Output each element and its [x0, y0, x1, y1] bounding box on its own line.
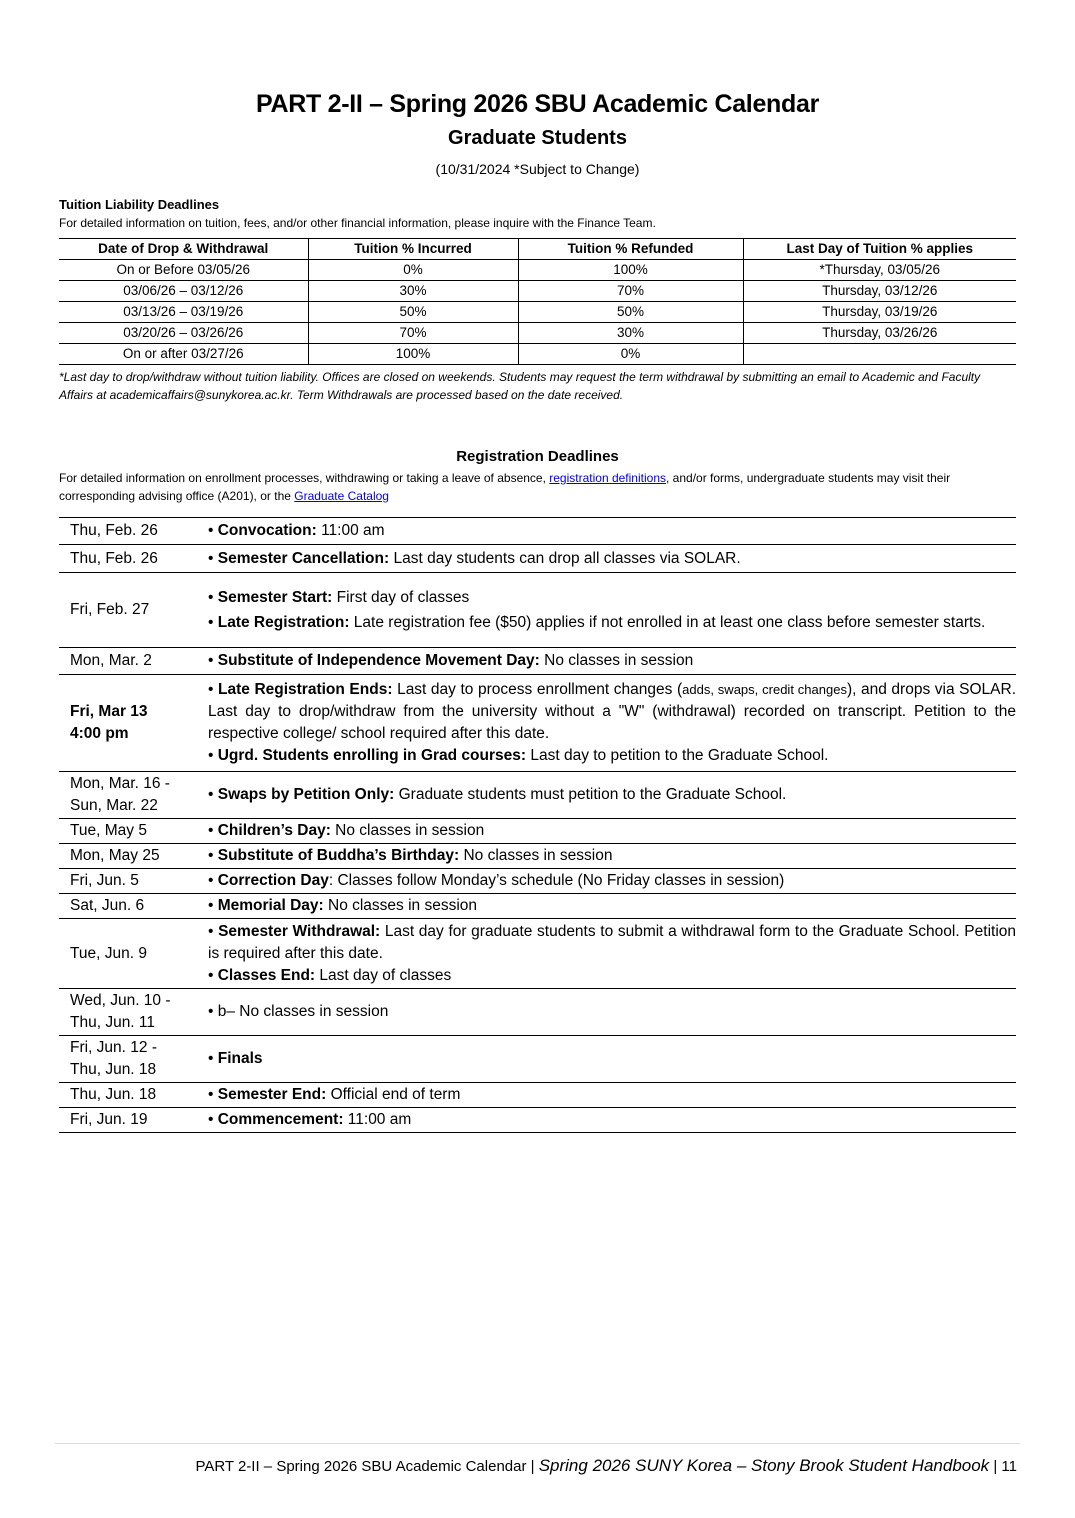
event-item: • Commencement: 11:00 am	[208, 1111, 412, 1128]
date-cell: Thu, Feb. 26	[70, 549, 158, 567]
table-cell: 70%	[308, 323, 518, 344]
event-text: No classes in session	[539, 652, 694, 669]
column-header: Tuition % Incurred	[308, 239, 518, 260]
event-text: Graduate students must petition to the Graduate School.	[394, 786, 787, 803]
event-label: Swaps by Petition Only:	[217, 786, 395, 803]
column-header: Date of Drop & Withdrawal	[59, 239, 308, 260]
date-cell	[59, 989, 208, 1035]
table-cell: 03/06/26 – 03/12/26	[59, 281, 308, 302]
event-cell	[208, 545, 1016, 572]
registration-definitions-link[interactable]: registration definitions	[549, 471, 666, 485]
event-text: No classes in session	[459, 847, 613, 864]
event-item: • Substitute of Buddha’s Birthday: No classes in session	[208, 847, 613, 864]
footer-handbook-title: Spring 2026 SUNY Korea – Stony Brook Student Handbook	[538, 1456, 990, 1475]
event-cell	[208, 675, 1016, 771]
event-text: First day of classes	[332, 589, 470, 606]
table-cell: 70%	[518, 281, 743, 302]
event-label: Finals	[217, 1050, 263, 1067]
event-label: Classes End:	[217, 966, 316, 984]
registration-description	[59, 469, 1016, 505]
table-cell: On or Before 03/05/26	[59, 260, 308, 281]
event-item: • Semester Cancellation: Last day students can drop all classes via SOLAR.	[208, 549, 741, 567]
table-row	[59, 869, 1016, 894]
page-number: 11	[1001, 1458, 1017, 1475]
event-cell	[208, 869, 1016, 893]
table-cell: Thursday, 03/19/26	[743, 302, 1016, 323]
table-row	[59, 260, 1016, 281]
date-cell: Sat, Jun. 6	[70, 897, 145, 914]
event-text: b– No classes in session	[217, 1003, 389, 1020]
event-label: Children’s Day:	[217, 822, 331, 839]
event-cell	[208, 648, 1016, 674]
date-cell: Tue, Jun. 9	[70, 944, 147, 962]
event-label: Correction Day	[217, 872, 329, 889]
date-line: Mon, Mar. 16 -	[70, 775, 170, 792]
date-line: Wed, Jun. 10 -	[70, 992, 171, 1009]
table-cell: 03/13/26 – 03/19/26	[59, 302, 308, 323]
table-row	[59, 344, 1016, 365]
table-row	[59, 281, 1016, 302]
time-line: 4:00 pm	[70, 725, 129, 742]
event-cell	[208, 819, 1016, 843]
event-item: • Finals	[208, 1050, 263, 1067]
event-text: : Classes follow Monday’s schedule (No Friday classes in session)	[328, 872, 785, 889]
table-row	[59, 302, 1016, 323]
event-item: • Substitute of Independence Movement Day: No classes in session	[208, 652, 694, 669]
date-line: Sun, Mar. 22	[70, 797, 158, 814]
event-text: Last day to petition to the Graduate School.	[526, 747, 829, 764]
footer-section: PART 2-II – Spring 2026 SBU Academic Calendar |	[195, 1458, 539, 1475]
event-cell	[208, 573, 1016, 647]
event-cell	[208, 844, 1016, 868]
table-cell: 100%	[308, 344, 518, 365]
event-cell	[208, 989, 1016, 1035]
table-row	[59, 894, 1016, 919]
event-text-small: adds, swaps, credit changes	[682, 682, 847, 697]
table-cell: On or after 03/27/26	[59, 344, 308, 365]
event-item: • Semester Start: First day of classes	[208, 589, 470, 606]
table-cell: 0%	[518, 344, 743, 365]
tuition-heading: Tuition Liability Deadlines	[59, 197, 220, 212]
event-item: • Semester Withdrawal: Last day for graduate students to submit a withdrawal form to the Graduate School. Petition is required after this date.	[208, 922, 1016, 962]
registration-table	[59, 517, 1016, 1133]
table-cell: Thursday, 03/12/26	[743, 281, 1016, 302]
event-item: • Memorial Day: No classes in session	[208, 897, 478, 914]
event-cell	[208, 772, 1016, 818]
event-label: Ugrd. Students enrolling in Grad courses:	[217, 747, 527, 764]
date-line: Thu, Jun. 11	[70, 1014, 156, 1031]
footer-divider	[55, 1443, 1020, 1444]
description-text: For detailed information on enrollment processes, withdrawing or taking a leave of absence,	[59, 471, 550, 485]
event-item: • b– No classes in session	[208, 1003, 389, 1020]
event-text: Last day to process enrollment changes (	[392, 681, 683, 698]
table-row	[59, 1108, 1016, 1133]
date-cell: Thu, Feb. 26	[70, 522, 158, 539]
date-cell	[59, 675, 208, 771]
date-cell: Mon, May 25	[70, 847, 160, 864]
event-item: • Swaps by Petition Only: Graduate students must petition to the Graduate School.	[208, 786, 787, 803]
event-text: No classes in session	[323, 897, 478, 914]
event-item: • Late Registration: Late registration fee ($50) applies if not enrolled in at least one class before semester starts.	[208, 614, 986, 631]
event-text: ), and drops via SOLAR. Last day to drop/withdraw from the university without a "W" (withdrawal) recorded on transcript. Petition to the respective college/ school required after this date.	[208, 681, 1017, 742]
event-cell	[208, 1036, 1016, 1082]
table-row	[59, 819, 1016, 844]
table-cell: 50%	[308, 302, 518, 323]
event-label: Commencement:	[217, 1111, 344, 1128]
table-row	[59, 545, 1016, 573]
event-cell	[208, 894, 1016, 918]
event-text: 11:00 am	[316, 522, 385, 539]
tuition-table	[59, 238, 1016, 365]
revision-note: (10/31/2024 *Subject to Change)	[435, 161, 640, 177]
table-cell: 50%	[518, 302, 743, 323]
event-label: Semester End:	[217, 1086, 327, 1103]
event-text: Last day for graduate students to submit a withdrawal form to the Graduate School. Petition is required after this date.	[208, 922, 1016, 962]
event-item: • Convocation: 11:00 am	[208, 522, 385, 539]
date-cell: Fri, Jun. 5	[70, 872, 139, 889]
description-text: , and/or forms, undergraduate students may visit their corresponding advising office (A201), or the	[59, 471, 951, 503]
date-line: Fri, Jun. 12 -	[70, 1039, 157, 1056]
event-item: • Children’s Day: No classes in session	[208, 822, 485, 839]
page-title: PART 2-II – Spring 2026 SBU Academic Calendar	[255, 90, 820, 118]
table-cell: 30%	[308, 281, 518, 302]
table-row	[59, 573, 1016, 648]
table-cell: 100%	[518, 260, 743, 281]
tuition-description: For detailed information on tuition, fees, and/or other financial information, please inquire with the Finance Team.	[59, 216, 656, 230]
table-cell: Thursday, 03/26/26	[743, 323, 1016, 344]
tuition-footnote: *Last day to drop/withdraw without tuition liability. Offices are closed on weekends. Students may request the term withdrawal by submitting an email to Academic and Faculty Affairs at academicaffairs@sunykorea.ac.kr. Term Withdrawals are processed based on the date received.	[59, 370, 981, 402]
event-label: Substitute of Buddha’s Birthday:	[217, 847, 460, 864]
event-label: Late Registration:	[217, 614, 350, 631]
date-cell	[59, 772, 208, 818]
table-row	[59, 648, 1016, 675]
event-item: • Correction Day: Classes follow Monday’s schedule (No Friday classes in session)	[208, 872, 785, 889]
table-row	[59, 675, 1016, 772]
column-header: Last Day of Tuition % applies	[743, 239, 1016, 260]
page-subtitle: Graduate Students	[448, 127, 627, 149]
event-text: 11:00 am	[343, 1111, 412, 1128]
event-text: Late registration fee ($50) applies if not enrolled in at least one class before semester starts.	[349, 614, 986, 631]
table-row	[59, 919, 1016, 989]
event-text: Last day of classes	[315, 966, 452, 984]
table-row	[59, 1036, 1016, 1083]
event-item: • Classes End: Last day of classes	[208, 966, 452, 984]
event-label: Semester Start:	[217, 589, 333, 606]
date-cell	[59, 1036, 208, 1082]
graduate-catalog-link[interactable]: Graduate Catalog	[294, 489, 389, 503]
event-label: Semester Cancellation:	[217, 549, 390, 567]
date-cell: Tue, May 5	[70, 822, 147, 839]
table-cell: 0%	[308, 260, 518, 281]
date-cell: Fri, Feb. 27	[70, 601, 150, 618]
date-line: Thu, Jun. 18	[70, 1061, 157, 1078]
date-cell: Fri, Jun. 19	[70, 1111, 148, 1128]
event-text: Official end of term	[326, 1086, 461, 1103]
event-label: Convocation:	[217, 522, 317, 539]
table-row	[59, 844, 1016, 869]
table-cell	[743, 344, 1016, 365]
table-cell: *Thursday, 03/05/26	[743, 260, 1016, 281]
table-row	[59, 323, 1016, 344]
event-item: • Late Registration Ends: Last day to process enrollment changes (adds, swaps, credit changes), and drops via SOLAR. Last day to drop/withdraw from the university without a "W" (withdrawal) recorded on transcript. Petition to the respective college/ school required after this date.	[208, 681, 1017, 742]
registration-heading: Registration Deadlines	[456, 448, 619, 465]
event-cell	[208, 518, 1016, 544]
event-text: No classes in session	[330, 822, 485, 839]
table-row	[59, 989, 1016, 1036]
event-cell	[208, 1083, 1016, 1107]
event-cell	[208, 919, 1016, 988]
table-row	[59, 518, 1016, 545]
table-cell: 30%	[518, 323, 743, 344]
table-row	[59, 1083, 1016, 1108]
event-label: Memorial Day:	[217, 897, 324, 914]
event-label: Semester Withdrawal:	[218, 922, 381, 940]
table-cell: 03/20/26 – 03/26/26	[59, 323, 308, 344]
event-cell	[208, 1108, 1016, 1132]
event-label: Substitute of Independence Movement Day:	[217, 652, 540, 669]
column-header: Tuition % Refunded	[518, 239, 743, 260]
page-footer	[195, 1456, 1017, 1476]
table-header-row	[59, 239, 1016, 260]
event-item: • Semester End: Official end of term	[208, 1086, 461, 1103]
event-text: Last day students can drop all classes via SOLAR.	[389, 549, 741, 567]
date-line: Fri, Mar 13	[70, 703, 148, 720]
date-cell: Mon, Mar. 2	[70, 652, 152, 669]
footer-separator: |	[989, 1458, 1002, 1475]
table-row	[59, 772, 1016, 819]
date-cell: Thu, Jun. 18	[70, 1086, 157, 1103]
event-item: • Ugrd. Students enrolling in Grad courses: Last day to petition to the Graduate School.	[208, 747, 829, 764]
event-label: Late Registration Ends:	[218, 681, 393, 698]
